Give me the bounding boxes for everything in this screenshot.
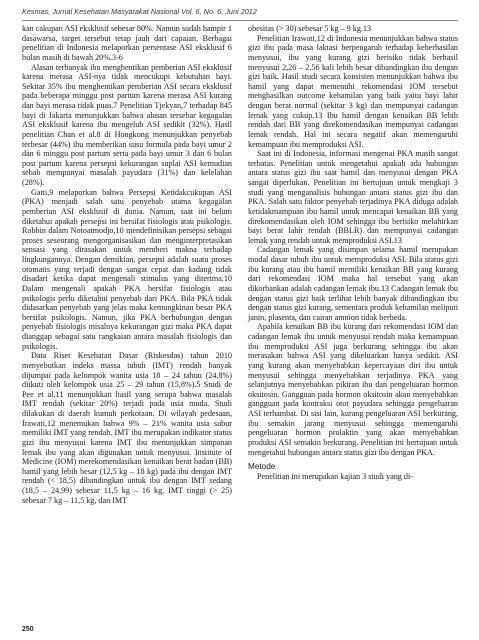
page-header <box>22 7 458 16</box>
journal-running-head: Kesmas, Jurnal Kesehatan Masyarakat Nasional Vol. 6, No. 6, Juni 2012 <box>22 7 257 16</box>
paragraph: kan cakupan ASI eksklusif sebesar 80%. Namun sudah hampir 1 dasawarsa, target tersebut tetap jauh dari capaian. Berbagai penelitian di Indonesia melaporkan persentase ASI eksklusif 6 bulan masih di bawah 20%.3-6 <box>22 24 232 62</box>
paragraph: Cadangan lemak yang disimpan selama hamil merupakan modal dasar tubuh ibu untuk memproduksi ASI. Bila status gizi ibu kurang atau ibu hamil memiliki kenaikan BB yang kurang dari rekomendasi IOM maka hal tersebut yang akan dikorbankan adalah cadangan lemak ibu.13 Cadangan lemak ibu dengan status gizi baik terlihat lebih banyak dibandingkan ibu dengan status gizi kurang, sementara produk kehamilan meliputi janin, plasenta, dan cairan amnion tidak berbeda. <box>248 245 458 322</box>
left-column <box>22 24 232 505</box>
paragraph: Saat ini di Indonesia, informasi mengenai PKA masih sangat terbatas. Penelitian untuk mengetahui apakah ada hubungan antara status gizi ibu saat hamil dan menyusui dengan PKA sangat diperlukan. Penelitian ini bertujuan untuk mengkaji 3 studi yang menganalisis hubungan antara status gizi ibu dan PKA. Salah satu faktor penyebab terjadinya PKA diduga adalah ketidakmampuan ibu hamil untuk mencapai kenaikan BB yang direkomendasikan oleh IOM sehingga ibu berisiko melahirkan bayi berat lahir rendah (BBLR) dan mempunyai cadangan lemak yang rendah untuk memproduksi ASI.13 <box>248 149 458 245</box>
paragraph: Alasan terbanyak ibu menghentikan pemberian ASI eksklusif karena merasa ASI-nya tidak mencukupi kebutuhan bayi. Sekitar 35% ibu menghentikan pemberian ASI secara eksklusif pada beberapa minggu post partum karena merasa ASI kurang dan bayi merasa tidak puas.7 Penelitian Tjekyan,7 terhadap 845 bayi di Jakarta menunjukkan bahwa alasan tersebar kegagalan ASI eksklusif karena ibu mengeluh ASI sedikit (32%). Hasil penelitian Chan et al.8 di Hongkong menunjukkan penyebab terbesar (44%) ibu memberikan susu formula pada bayi umur 2 dan 6 minggu post partum serta pada bayi umur 3 dan 6 bulan post partum karena persepsi kekurangan suplai ASI kemudian sebab mempunyai masalah payudara (31%) dan kelelahan (28%). <box>22 62 232 187</box>
header-divider <box>22 20 458 21</box>
page-number: 250 <box>22 626 34 633</box>
right-column <box>248 24 458 481</box>
paragraph: obesitas (> 30) sebesar 5 kg – 9 kg.13 <box>248 24 372 33</box>
paragraph: Apabila kenaikan BB ibu kurang dari rekomendasi IOM dan cadangan lemak ibu untuk menyusui rendah maka kemampuan ibu memproduksi ASI juga berkurang sehingga ibu akan merasakan bahwa ASI yang dikeluarkan hanya sedikit. ASI yang kurang akan menyebabkan kepercayaan diri ibu untuk menyusui sehingga menyebabkan terjadinya PKA yang selanjutnya menyebabkan pikiran ibu dan pengeluaran hormon oksitosin. Gangguan pada hormon oksitosin akan menyebabkan gangguan pada kontraksi otot payudara sehingga pengeluaran ASI terhambat. Di sisi lain, kurang pengeluaran ASI berkurang, ibu semakin jarang menyusui sehingga memengaruhi pengeluaran hormon prolaktin yang akan menyebabkan produksi ASI semakin berkurang. Penelitian ini bertujuan untuk mengetahui hubungan antara status gizi ibu dengan PKA. <box>248 322 458 457</box>
paragraph: Gatti,9 melaporkan bahwa Persepsi Ketidakcukupan ASI (PKA) menjadi salah satu penyebab utama kegagalan pemberian ASI eksklusif di dunia. Namun, saat ini belum diketahui apakah persepsi ini bersifat fisiologis atau psikologis. Robbin dalam Notoatmodjo,10 mendefinisikan persepsi sebagai proses seseorang mengorganisasikan dan menginterpretasikan sensasi yang dirasakan untuk memberi makna terhadap lingkungannya. Dengan demikian, persepsi adalah suatu proses otomatis yang terjadi dengan sangat cepat dan kadang tidak disadari ketika dapat mengenali stimulus yang diterima.10 Dalam mengenali apakah PKA bersifat fisiologis atau psikologis perlu diketahui penyebab dari PKA. Bila PKA tidak didasarkan penyebab yang jelas maka kemungkinan besar PKA bersifat psikologis. Namun, jika PKA berhubungan dengan penyebab fisiologis misalnya kekurangan gizi maka PKA dapat dianggap sebagai satu rangkaian antara masalah fisiologis dan psikologis. <box>22 187 232 351</box>
section-heading: Metode <box>248 462 276 472</box>
paragraph: Data Riset Kesehatan Dasar (Riskesdas) tahun 2010 menyebutkan indeks massa tubuh (IMT) rendah banyak dijumpai pada kelompok wanita usia 18 – 24 tahun (24,8%) diikuti oleh kelompok usia 25 – 29 tahun (15,8%).5 Studi de Pee et al,11 menunjukkan hasil yang serupa bahwa masalah IMT rendah (sekitar 20%) terjadi pada usia muda. Studi dilakukan di daerah kumuh perkotaan. Di wilayah pedesaan, Irawati,12 menemukan bahwa 9% – 21% wanita usia subur memiliki IMT yang rendah. IMT ibu merupakan indikator status gizi ibu menyusui karena IMT ibu menunjukkan simpanan lemak ibu yang akan digunakan untuk menyusui. Institute of Medicine (IOM) merekomendasikan kenaikan berat badan (BB) hamil yang lebih besar (12,5 kg – 18 kg) pada ibu dengan IMT rendah (< 18,5) dibandingkan untuk ibu dengan IMT sedang (18,5 – 24,99) sebesar 11,5 kg – 16 kg, IMT tinggi (> 25) sebesar 7 kg – 11,5 kg, dan IMT <box>22 351 232 505</box>
paragraph: Penelitian Irawati,12 di Indonesia menunjukkan bahwa status gizi ibu pada masa laktasi berpengaruh terhadap keberhasilan menyusui, ibu yang kurang gizi berisiko tidak berhasil menyusui 2,26 – 2,56 kali lebih besar dibandingkan ibu dengan gizi baik. Hasil studi secara konsisten menunjukkan bahwa ibu hamil yang dapat memenuhi rekomendasi IOM tersebut menghasilkan outcome kehamilan yang baik yaitu bayi lahir dengan berat normal (sekitar 3 kg) dan mempunyai cadangan lemak yang cukup.13 Ibu hamil dengan kenaikan BB lebih rendah dari BB yang direkomendasikan mempunyai cadangan lemak rendah. Hal ini secara negatif akan memengaruhi kemampuan ibu memproduksi ASI. <box>248 33 458 149</box>
paragraph: Penelitian ini merupakan kajian 3 studi yang di- <box>257 471 413 481</box>
